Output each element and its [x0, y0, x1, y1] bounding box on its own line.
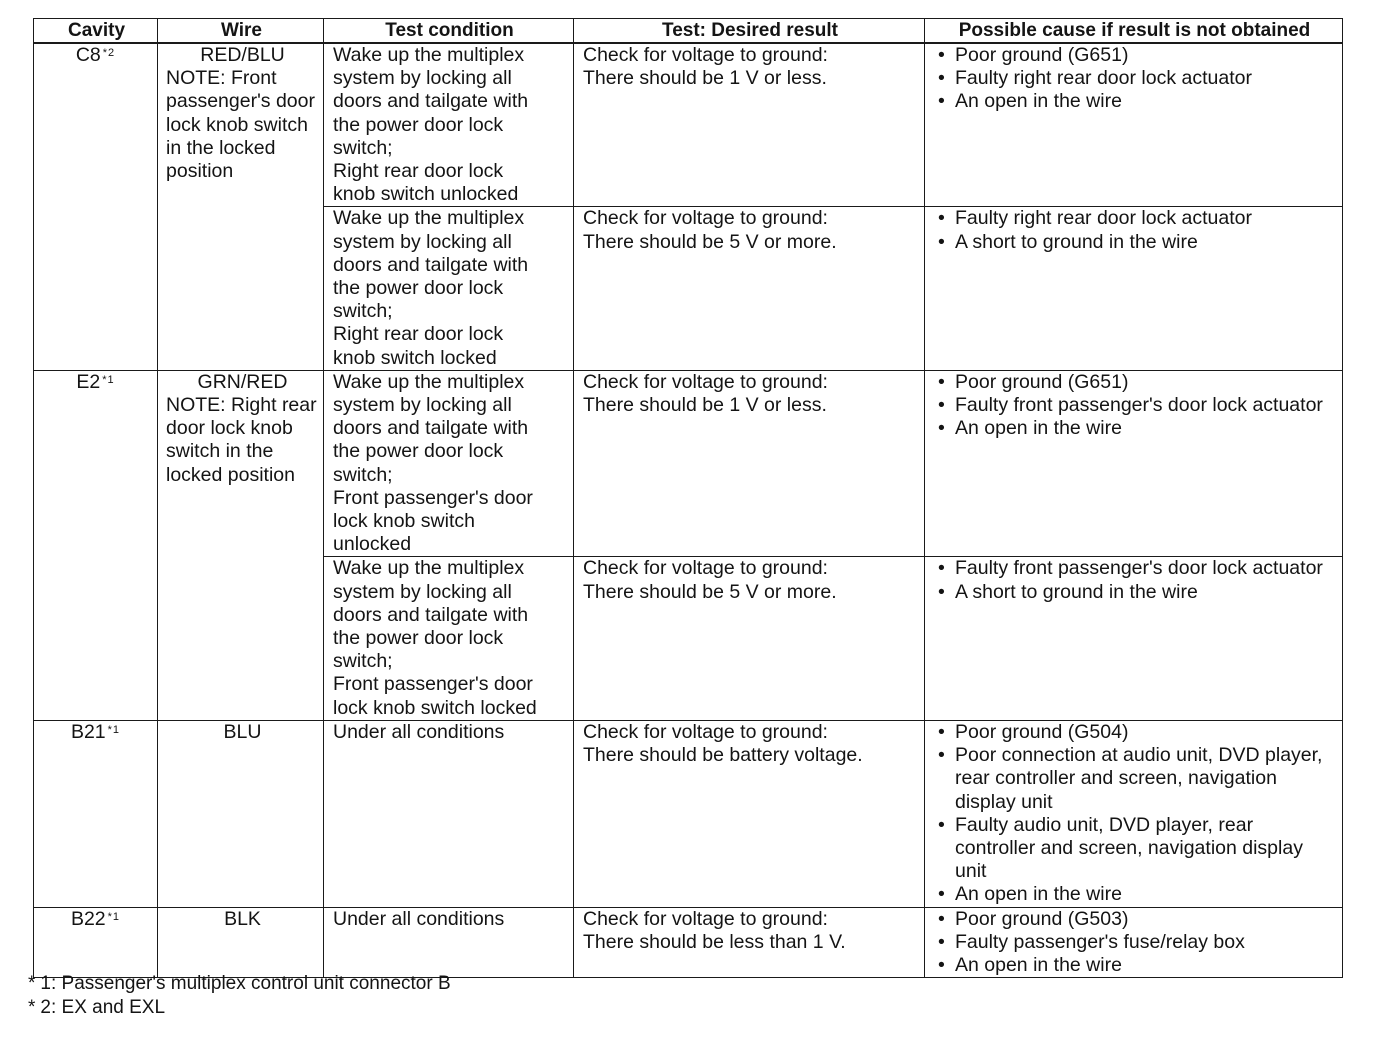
bullet-icon: • — [938, 394, 945, 417]
wire-cell — [158, 370, 324, 720]
cause-text: Faulty front passenger's door lock actuator — [955, 557, 1323, 580]
cause-item — [933, 90, 1336, 113]
cause-item — [933, 721, 1336, 744]
cause-text: Faulty right rear door lock actuator — [955, 207, 1252, 230]
possible-cause-cell — [925, 907, 1343, 978]
desired-result-cell — [574, 557, 925, 720]
test-condition-line: Right rear door lock — [333, 160, 504, 183]
bullet-icon: • — [938, 230, 945, 253]
cause-item — [933, 931, 1336, 954]
cause-list — [933, 908, 1336, 978]
table-body — [34, 43, 1343, 978]
test-condition-line: switch; — [333, 300, 393, 323]
footnote-text: 2: EX and EXL — [40, 996, 166, 1018]
bullet-icon: • — [938, 207, 945, 230]
desired-result-line: There should be 1 V or less. — [583, 67, 827, 90]
bullet-icon: • — [938, 44, 945, 66]
cavity-cell — [34, 907, 158, 978]
test-condition-line: system by locking all — [333, 394, 512, 417]
test-condition-line: Under all conditions — [333, 720, 505, 743]
wire-color: GRN/RED — [197, 370, 288, 393]
desired-result-line: Check for voltage to ground: — [583, 370, 828, 393]
wire-color: BLU — [223, 720, 262, 743]
cavity-number: C8 — [75, 44, 101, 66]
cause-text: Poor connection at audio unit, DVD player, rear controller and screen, navigation display unit — [955, 744, 1323, 813]
test-condition-line: lock knob switch — [333, 510, 475, 533]
cause-text: A short to ground in the wire — [955, 230, 1198, 253]
test-condition-cell — [324, 370, 574, 557]
bullet-icon: • — [938, 67, 945, 90]
header-desired-result: Test: Desired result — [574, 19, 925, 44]
header-cavity: Cavity — [34, 19, 158, 44]
cause-text: Poor ground (G651) — [955, 370, 1129, 393]
footnote — [28, 996, 451, 1020]
header-test-condition: Test condition — [324, 19, 574, 44]
cause-item — [933, 744, 1336, 814]
possible-cause-cell — [925, 370, 1343, 557]
footnote-mark: * — [28, 996, 36, 1018]
cavity-cell — [34, 43, 158, 370]
test-condition-line: knob switch unlocked — [333, 183, 519, 206]
table-row — [34, 370, 1343, 557]
test-condition-line: the power door lock — [333, 277, 504, 300]
test-condition-line: Wake up the multiplex — [333, 370, 525, 393]
cause-item — [933, 954, 1336, 977]
cause-item — [933, 883, 1336, 906]
test-condition-cell — [324, 557, 574, 720]
possible-cause-cell — [925, 720, 1343, 907]
desired-result-line: There should be battery voltage. — [583, 744, 863, 767]
bullet-icon: • — [938, 370, 945, 393]
desired-result-cell — [574, 907, 925, 978]
test-condition-line: the power door lock — [333, 113, 504, 136]
cavity-cell — [34, 370, 158, 720]
desired-result-line: There should be 5 V or more. — [583, 580, 837, 603]
test-condition-line: Under all conditions — [333, 907, 505, 930]
test-condition-line: Wake up the multiplex — [333, 557, 525, 580]
desired-result-line: Check for voltage to ground: — [583, 44, 828, 66]
test-condition-line: lock knob switch locked — [333, 696, 537, 719]
test-condition-cell — [324, 43, 574, 207]
test-condition-line: Front passenger's door — [333, 673, 533, 696]
cavity-number: B21 — [70, 720, 106, 743]
cause-text: An open in the wire — [955, 883, 1122, 906]
desired-result-line: Check for voltage to ground: — [583, 557, 828, 580]
test-condition-cell — [324, 207, 574, 370]
test-condition-line: doors and tailgate with — [333, 603, 529, 626]
bullet-icon: • — [938, 417, 945, 440]
desired-result-cell — [574, 207, 925, 370]
desired-result-line: There should be 1 V or less. — [583, 394, 827, 417]
test-condition-line: doors and tailgate with — [333, 253, 529, 276]
footnotes — [28, 972, 451, 1019]
wire-note: NOTE: Front passenger's door lock knob switch in the locked position — [166, 67, 315, 183]
possible-cause-cell — [925, 43, 1343, 207]
cause-list — [933, 557, 1336, 603]
cause-item — [933, 67, 1336, 90]
header-possible-cause: Possible cause if result is not obtained — [925, 19, 1343, 44]
wire-color: RED/BLU — [200, 44, 285, 66]
table-row — [34, 43, 1343, 207]
wire-cell — [158, 907, 324, 978]
wire-cell — [158, 720, 324, 907]
desired-result-cell — [574, 43, 925, 207]
bullet-icon: • — [938, 90, 945, 113]
cavity-footnote-mark: *2 — [102, 47, 116, 59]
cause-text: Poor ground (G503) — [955, 907, 1129, 930]
cause-text: Poor ground (G504) — [955, 720, 1129, 743]
cause-item — [933, 207, 1336, 230]
test-condition-line: system by locking all — [333, 580, 512, 603]
cause-item — [933, 814, 1336, 884]
cause-text: An open in the wire — [955, 90, 1122, 113]
test-condition-line: system by locking all — [333, 67, 512, 90]
cause-item — [933, 908, 1336, 931]
test-condition-line: unlocked — [333, 533, 412, 556]
test-condition-cell — [324, 720, 574, 907]
cavity-number: E2 — [76, 370, 101, 393]
desired-result-cell — [574, 720, 925, 907]
cause-text: Faulty right rear door lock actuator — [955, 67, 1252, 90]
bullet-icon: • — [938, 953, 945, 976]
cause-item — [933, 371, 1336, 394]
table-row — [34, 907, 1343, 978]
cause-item — [933, 417, 1336, 440]
footnote-mark: * — [28, 973, 36, 994]
test-condition-line: switch; — [333, 650, 393, 673]
bullet-icon: • — [938, 580, 945, 603]
bullet-icon: • — [938, 883, 945, 906]
cause-text: Poor ground (G651) — [955, 44, 1129, 66]
cause-item — [933, 394, 1336, 417]
cause-list — [933, 207, 1336, 253]
desired-result-line: Check for voltage to ground: — [583, 907, 828, 930]
table-header-row — [34, 19, 1343, 44]
cavity-footnote-mark: *1 — [107, 910, 121, 923]
desired-result-line: There should be 5 V or more. — [583, 230, 837, 253]
test-condition-line: system by locking all — [333, 230, 512, 253]
cause-text: An open in the wire — [955, 417, 1122, 440]
desired-result-cell — [574, 370, 925, 557]
test-condition-line: the power door lock — [333, 627, 504, 650]
wire-color: BLK — [224, 907, 261, 930]
cause-text: Faulty front passenger's door lock actuator — [955, 394, 1323, 417]
cause-item — [933, 557, 1336, 580]
cause-item — [933, 44, 1336, 67]
cause-item — [933, 231, 1336, 254]
cause-list — [933, 371, 1336, 441]
test-condition-line: switch; — [333, 136, 393, 159]
bullet-icon: • — [938, 813, 945, 836]
cause-list — [933, 721, 1336, 907]
desired-result-line: Check for voltage to ground: — [583, 720, 828, 743]
bullet-icon: • — [938, 744, 945, 767]
test-condition-line: the power door lock — [333, 440, 504, 463]
test-condition-line: doors and tailgate with — [333, 417, 529, 440]
wire-note: NOTE: Right rear door lock knob switch in the locked position — [166, 394, 317, 486]
cause-item — [933, 581, 1336, 604]
cause-text: Faulty passenger's fuse/relay box — [955, 930, 1245, 953]
desired-result-line: Check for voltage to ground: — [583, 207, 828, 230]
test-condition-line: knob switch locked — [333, 346, 497, 369]
test-condition-line: switch; — [333, 463, 393, 486]
cause-list — [933, 44, 1336, 114]
cavity-footnote-mark: *1 — [102, 373, 115, 386]
cavity-number: B22 — [70, 907, 106, 930]
bullet-icon: • — [938, 720, 945, 743]
wire-cell — [158, 43, 324, 370]
footnote — [28, 972, 451, 996]
bullet-icon: • — [938, 557, 945, 580]
cause-text: Faulty audio unit, DVD player, rear controller and screen, navigation display unit — [955, 813, 1303, 883]
test-condition-line: Wake up the multiplex — [333, 207, 525, 230]
diagnostic-table — [33, 18, 1343, 978]
bullet-icon: • — [938, 930, 945, 953]
possible-cause-cell — [925, 207, 1343, 370]
test-condition-line: Wake up the multiplex — [333, 44, 525, 66]
test-condition-line: Right rear door lock — [333, 323, 504, 346]
possible-cause-cell — [925, 557, 1343, 720]
footnote-text: 1: Passenger's multiplex control unit connector B — [40, 973, 451, 994]
bullet-icon: • — [938, 907, 945, 930]
header-wire: Wire — [158, 19, 324, 44]
test-condition-line: Front passenger's door — [333, 486, 533, 509]
cause-text: An open in the wire — [955, 953, 1122, 976]
cavity-cell — [34, 720, 158, 907]
test-condition-cell — [324, 907, 574, 978]
desired-result-line: There should be less than 1 V. — [583, 930, 846, 953]
test-condition-line: doors and tailgate with — [333, 90, 529, 113]
cavity-footnote-mark: *1 — [107, 723, 121, 736]
cause-text: A short to ground in the wire — [955, 580, 1198, 603]
table-row — [34, 720, 1343, 907]
